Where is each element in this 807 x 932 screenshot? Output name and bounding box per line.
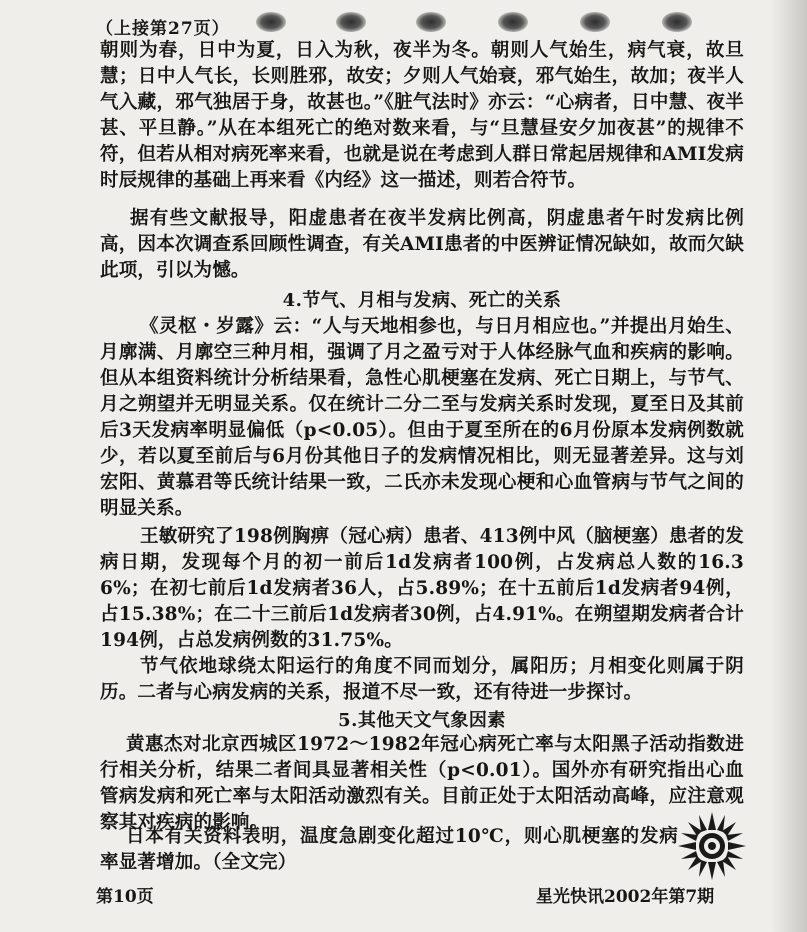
paragraph-yin-yang-deficiency: 据有些文献报导，阳虚患者在夜半发病比例高，阴虚患者午时发病比例高，因本次调查系回顾性调查，有关AMI患者的中医辨证情况缺如，故而欠缺此项，引以为憾。 bbox=[100, 208, 744, 281]
section-heading-5: 5.其他天文气象因素 bbox=[338, 710, 506, 731]
ink-blot-icon bbox=[336, 12, 366, 32]
paragraph-temperature-change: 日本有关资料表明，温度急剧变化超过10℃，则心肌梗塞的发病率显著增加。（全文完） bbox=[100, 826, 678, 873]
paragraph-solar-lunar-calendar: 节气依地球绕太阳运行的角度不同而划分，属阳历；月相变化则属于阴历。二者与心病发病的关系，报道不尽一致，还有待进一步探讨。 bbox=[100, 656, 744, 703]
scan-shadow-edge bbox=[771, 0, 807, 932]
ink-blot-icon bbox=[580, 12, 610, 32]
page-header bbox=[96, 8, 796, 38]
ink-blot-icon bbox=[498, 12, 528, 32]
paragraph-neijing-timing: 朝则为春，日中为夏，日入为秋，夜半为冬。朝则人气始生，病气衰，故旦慧；日中人气长，长则胜邪，故安；夕则人气始衰，邪气始生，故加；夜半人气入藏，邪气独居于身，故甚也。”《脏气法时》亦云：“心病者，日中慧、夜半甚、平旦静。”从在本组死亡的绝对数来看，与“旦慧昼安夕加夜甚”的规律不符，但若从相对病死率来看，也就是说在考虑到人群日常起居规律和AMI发病时辰规律的基础上再来看《内经》这一描述，则若合符节。 bbox=[100, 40, 744, 191]
continued-from-label: （上接第27页） bbox=[96, 19, 230, 39]
section-heading-4: 4.节气、月相与发病、死亡的关系 bbox=[282, 290, 562, 311]
ink-blot-icon bbox=[256, 12, 286, 32]
sun-icon bbox=[676, 810, 748, 882]
paragraph-moon-phase: 《灵枢・岁露》云：“人与天地相参也，与日月相应也。”并提出月始生、月廓满、月廓空三种月相，强调了月之盈亏对于人体经脉气血和疾病的影响。但从本组资料统计分析结果看，急性心肌梗塞在发病、死亡日期上，与节气、月之朔望并无明显关系。仅在统计二分二至与发病关系时发现，夏至日及其前后3天发病率明显偏低（p<0.05）。但由于夏至所在的6月份原本发病例数就少，若以夏至前后与6月份其他日子的发病情况相比，则无显著差异。这与刘宏阳、黄慕君等氏统计结果一致，二氏亦未发现心梗和心血管病与节气之间的明显关系。 bbox=[100, 316, 744, 519]
paragraph-wangmin-study: 王敏研究了198例胸痹（冠心病）患者、413例中风（脑梗塞）患者的发病日期，发现每个月的初一前后1d发病者100例，占发病总人数的16.36%；在初七前后1d发病者36人，占5.89%；在十五前后1d发病者94例，占15.38%；在二十三前后1d发病者30例，占4.91%。在朔望期发病者合计194例，占总发病例数的31.75%。 bbox=[100, 526, 744, 651]
ink-blot-icon bbox=[416, 12, 446, 32]
journal-issue: 星光快讯2002年第7期 bbox=[536, 887, 715, 907]
page-number: 第10页 bbox=[96, 887, 154, 907]
paragraph-sunspot-activity: 黄惠杰对北京西城区1972～1982年冠心病死亡率与太阳黑子活动指数进行相关分析，结果二者间具显著相关性（p<0.01）。国外亦有研究指出心血管病发病和死亡率与太阳活动激烈有关。目前正处于太阳活动高峰，应注意观察其对疾病的影响。 bbox=[100, 734, 744, 833]
ink-blot-icon bbox=[662, 12, 692, 32]
